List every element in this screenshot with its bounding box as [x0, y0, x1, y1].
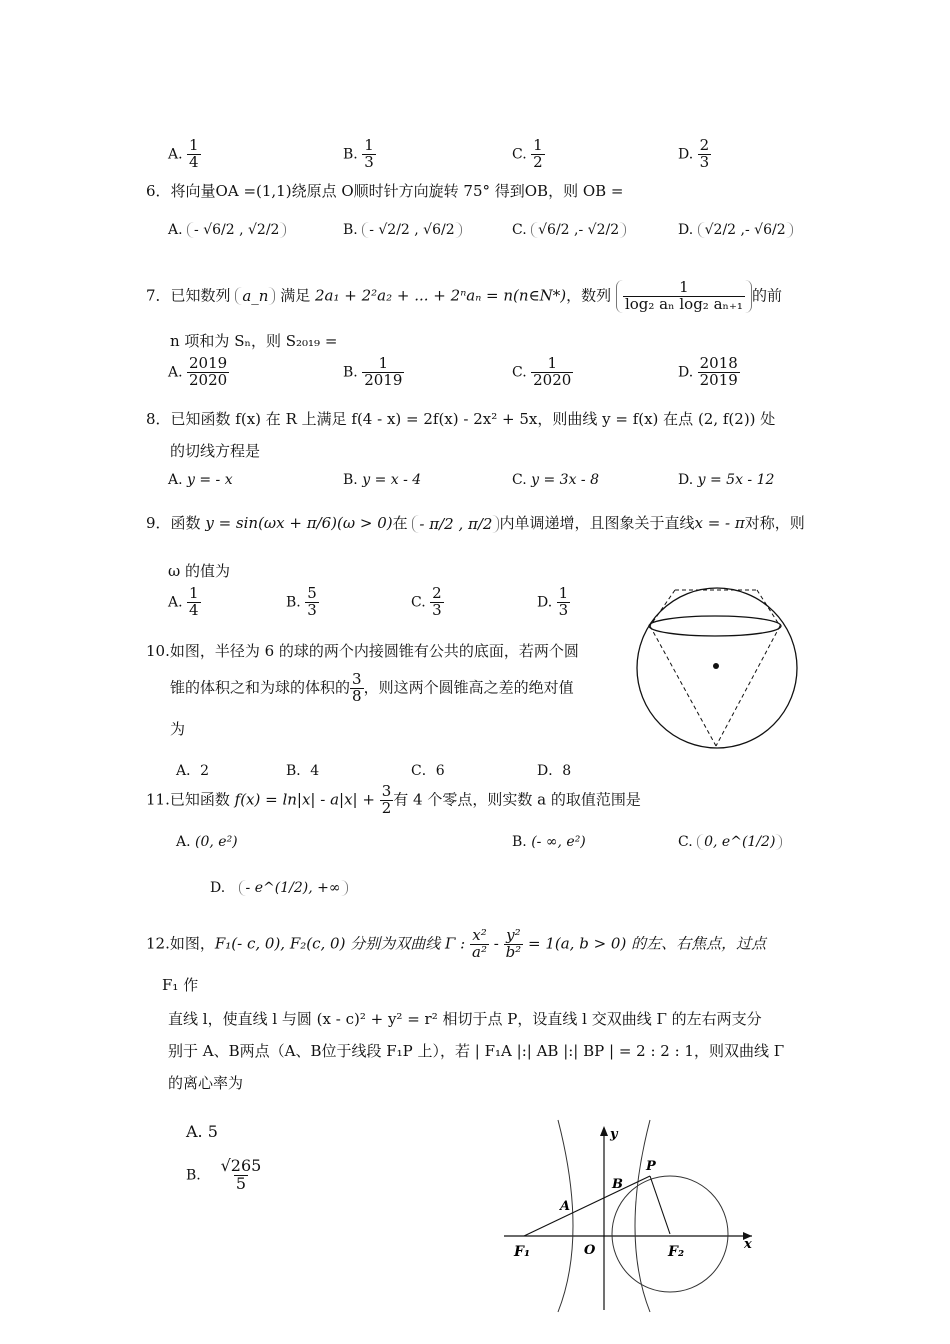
option-text: 0, e^(1/2)	[697, 834, 782, 850]
fraction: $\frac{1}{4}$	[189, 584, 199, 619]
option-text: y = 3x - 8	[531, 472, 600, 488]
option-label: B.	[286, 594, 301, 611]
q8-option-a[interactable]	[168, 472, 233, 488]
q10-option-b[interactable]: B．4	[286, 763, 320, 779]
fraction: $\frac{1}{3}$	[364, 136, 374, 171]
function-formula: y = sin(ωx + π/6)(ω > 0)	[205, 514, 393, 532]
q10-option-a[interactable]: A．2	[176, 763, 210, 779]
q9-option-d[interactable]	[537, 586, 570, 619]
q6-option-c[interactable]	[512, 222, 626, 238]
q11-option-d[interactable]	[210, 880, 348, 896]
q9-option-a[interactable]	[168, 586, 201, 619]
q5-option-a[interactable]	[168, 138, 201, 171]
vector-value: √2/2 ,- √6/2	[698, 222, 793, 238]
y-axis-arrow	[600, 1126, 608, 1136]
option-label: C.	[512, 146, 527, 163]
sphere-cones-figure	[630, 582, 805, 754]
vector-value: - √6/2 , √2/2	[187, 222, 286, 238]
option-label: A.	[168, 364, 183, 381]
q6-option-d[interactable]	[678, 222, 793, 238]
label-p: P	[646, 1159, 656, 1174]
fraction: $\frac{1}{2020}$	[533, 354, 572, 389]
option-text: (- ∞, e²)	[531, 834, 586, 850]
option-label: B.	[186, 1167, 201, 1184]
option-label: A.	[176, 834, 191, 850]
option-text: y = x - 4	[362, 472, 422, 488]
option-label: B.	[343, 364, 358, 381]
q7-option-d[interactable]	[678, 356, 740, 389]
label-x: x	[744, 1237, 752, 1252]
option-label: D.	[678, 364, 694, 381]
q10-line2: 锥的体积之和为球的体积的 $\frac{3}{8}$ ，则这两个圆锥高之差的绝对值	[170, 670, 574, 705]
q10-line3: 为	[170, 720, 186, 738]
label-a: A	[560, 1199, 571, 1214]
interval: - π/2 , π/2	[412, 515, 499, 533]
q12-line5: 的离心率为	[168, 1074, 244, 1092]
q11-option-c[interactable]	[678, 834, 782, 850]
lower-cone-left	[650, 626, 716, 746]
q10-option-d[interactable]: D．8	[537, 763, 572, 779]
option-label: C.	[512, 472, 527, 488]
line-l	[524, 1176, 650, 1236]
fraction: $\frac{3}{8}$	[352, 670, 362, 705]
fraction: $\frac{√265}{5}$	[220, 1156, 262, 1193]
fraction: $\frac{5}{3}$	[307, 584, 317, 619]
q7-option-a[interactable]	[168, 356, 229, 389]
option-label: B.	[343, 146, 358, 163]
label-f2: F₂	[668, 1244, 685, 1260]
q6-stem: 6．将向量OA =(1,1)绕原点 O顺时针方向旋转 75° 得到OB，则 OB =	[146, 182, 624, 200]
fraction: $\frac{2}{3}$	[432, 584, 442, 619]
fraction: $\frac{\text{x²}}{\text{a²}}$	[472, 926, 487, 961]
sphere-center	[713, 663, 719, 669]
q12-line2: F₁ 作	[162, 976, 199, 994]
option-label: D.	[678, 146, 694, 163]
q9-option-c[interactable]	[411, 586, 444, 619]
option-text: - e^(1/2), +∞	[239, 880, 348, 896]
q8-option-d[interactable]	[678, 472, 774, 488]
q7-option-b[interactable]	[343, 356, 404, 389]
fraction: $\frac{1}{2}$	[533, 136, 543, 171]
q8-option-c[interactable]	[512, 472, 599, 488]
option-label: C.	[678, 834, 693, 850]
radius-pf2	[650, 1176, 670, 1234]
q5-option-d[interactable]	[678, 138, 711, 171]
fraction: $\frac{1}{\text{log₂ aₙ log₂ aₙ₊₁}}$	[624, 278, 743, 313]
q10-option-c[interactable]: C．6	[411, 763, 445, 779]
option-label: B.	[343, 222, 358, 238]
fraction: $\frac{2}{3}$	[699, 136, 710, 171]
q9-option-b[interactable]	[286, 586, 319, 619]
q9-stem: 9．函数 y = sin(ωx + π/6)(ω > 0)在 - π/2 , π/2 内单调递增，且图象关于直线x = - π对称，则	[146, 514, 805, 533]
recurrence-formula: 2a₁ + 2²a₂ + ... + 2ⁿaₙ = n(n∈N*)	[315, 286, 567, 305]
option-label: C.	[411, 594, 426, 611]
fraction: $\frac{1}{2019}$	[364, 354, 403, 389]
option-label: A.	[168, 472, 183, 488]
label-o: O	[584, 1243, 596, 1258]
q6-option-a[interactable]	[168, 222, 286, 238]
q7-stem: 7．已知数列 a_n 满足 2a₁ + 2²a₂ + ... + 2ⁿaₙ = n(n∈N*)，数列 $\frac{1}{\text{log₂ aₙ log₂ aₙ₊₁}}$ 的前	[146, 278, 782, 313]
option-label: D.	[537, 594, 553, 611]
option-text: y = - x	[187, 472, 233, 488]
q5-option-c[interactable]	[512, 138, 545, 171]
label-y: y	[610, 1127, 618, 1142]
option-label: D.	[678, 222, 694, 238]
q8-stem: 8．已知函数 f(x) 在 R 上满足 f(4 - x) = 2f(x) - 2x² + 5x，则曲线 y = f(x) 在点 (2, f(2)) 处	[146, 410, 776, 428]
q11-stem: 11.已知函数 f(x) = ln|x| - a|x| + $\frac{3}{2}$ 有 4 个零点，则实数 a 的取值范围是	[146, 782, 641, 817]
upper-cone-left	[650, 590, 675, 626]
q12-option-a[interactable]: A. 5	[186, 1122, 218, 1141]
label-f1: F₁	[514, 1244, 531, 1260]
fraction: $\frac{1}{3}$	[558, 584, 569, 619]
fraction: $\frac{2018}{2019}$	[699, 354, 738, 389]
q11-option-b[interactable]	[512, 834, 586, 850]
q12-line3: 直线 l，使直线 l 与圆 (x - c)² + y² = r² 相切于点 P，设直线 l 交双曲线 Γ 的左右两支分	[168, 1010, 762, 1028]
sequence-an: a_n	[235, 287, 275, 305]
option-text: y = 5x - 12	[697, 472, 775, 488]
hyperbola-figure	[500, 1118, 760, 1314]
vector-value: √6/2 ,- √2/2	[531, 222, 626, 238]
q11-option-a[interactable]	[176, 834, 238, 850]
fraction: $\frac{1}{4}$	[189, 136, 199, 171]
option-label: B.	[512, 834, 527, 850]
label-b: B	[612, 1177, 623, 1192]
common-base-ellipse	[649, 616, 781, 636]
option-text: (0, e²)	[195, 834, 238, 850]
option-label: D.	[678, 472, 694, 488]
q12-option-b[interactable]	[186, 1158, 263, 1193]
q6-option-b[interactable]	[343, 222, 462, 238]
option-label: D.	[210, 880, 226, 896]
q8-option-b[interactable]	[343, 472, 421, 488]
q12-line1: 12.如图，F₁(- c, 0), F₂(c, 0) 分别为双曲线 Γ : $\frac{\text{x²}}{\text{a²}}$ - $\frac{\text{y²}}{\text{b²}}$ = 1(a, b > 0) 的左、右焦点，过点	[146, 926, 767, 961]
option-label: A.	[168, 222, 183, 238]
hyperbola-right-branch	[635, 1120, 650, 1312]
option-label: C.	[512, 364, 527, 381]
fraction: $\frac{3}{2}$	[381, 782, 392, 817]
q5-option-b[interactable]	[343, 138, 376, 171]
q7-option-c[interactable]	[512, 356, 573, 389]
q10-line1: 10.如图，半径为 6 的球的两个内接圆锥有公共的底面，若两个圆	[146, 642, 579, 660]
option-label: C.	[512, 222, 527, 238]
q7-line2: n 项和为 Sₙ，则 S₂₀₁₉ =	[170, 332, 338, 350]
q8-line2: 的切线方程是	[170, 442, 261, 460]
symmetry-line: x = - π	[694, 514, 745, 532]
option-label: A.	[168, 146, 183, 163]
q9-line2: ω 的值为	[168, 562, 230, 580]
vector-value: - √2/2 , √6/2	[362, 222, 461, 238]
fraction: $\frac{2019}{2020}$	[189, 354, 228, 389]
function-formula: f(x) = ln|x| - a|x| +	[234, 790, 375, 809]
q12-line4: 别于 A、B两点（A、B位于线段 F₁P 上），若 | F₁A |:| AB |:| BP | = 2 : 2 : 1，则双曲线 Γ	[168, 1042, 785, 1060]
option-label: A.	[168, 594, 183, 611]
option-label: B.	[343, 472, 358, 488]
fraction: $\frac{\text{y²}}{\text{b²}}$	[505, 926, 522, 961]
